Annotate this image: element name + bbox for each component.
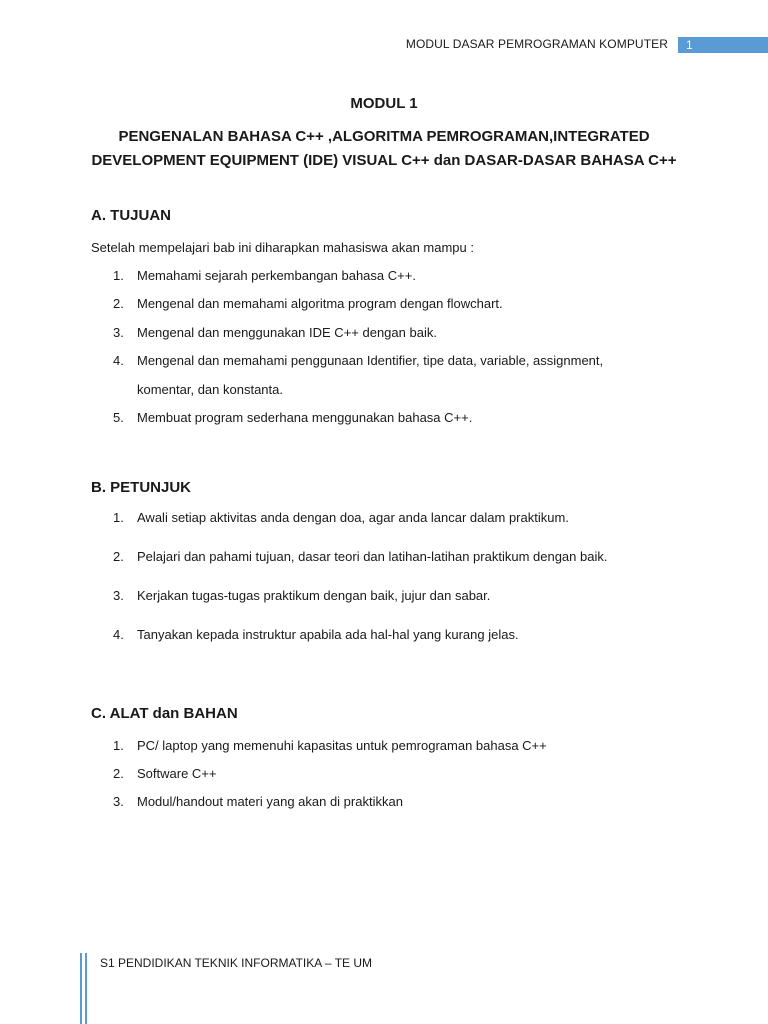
section-a-heading: A. TUJUAN	[91, 207, 172, 224]
header-title: MODUL DASAR PEMROGRAMAN KOMPUTER	[405, 37, 668, 51]
module-subtitle-line2: DEVELOPMENT EQUIPMENT (IDE) VISUAL C++ dan DASAR-DASAR BAHASA C++	[91, 152, 677, 169]
list-item-number: 1.	[113, 510, 124, 525]
list-item-text: PC/ laptop yang memenuhi kapasitas untuk pemrograman bahasa C++	[137, 738, 547, 753]
list-item-text: Tanyakan kepada instruktur apabila ada hal-hal yang kurang jelas.	[137, 627, 519, 642]
list-item-text: Software C++	[137, 766, 217, 781]
list-item-text: Kerjakan tugas-tugas praktikum dengan baik, jujur dan sabar.	[137, 588, 491, 603]
footer-text: S1 PENDIDIKAN TEKNIK INFORMATIKA – TE UM	[100, 956, 373, 970]
module-subtitle-line1: PENGENALAN BAHASA C++ ,ALGORITMA PEMROGRAMAN,INTEGRATED	[118, 128, 650, 145]
list-item-text: Awali setiap aktivitas anda dengan doa, agar anda lancar dalam praktikum.	[137, 510, 569, 525]
list-item-text: Mengenal dan memahami penggunaan Identifier, tipe data, variable, assignment,	[137, 353, 604, 368]
list-item-text: Pelajari dan pahami tujuan, dasar teori dan latihan-latihan praktikum dengan baik.	[137, 549, 608, 564]
section-a-intro: Setelah mempelajari bab ini diharapkan mahasiswa akan mampu :	[91, 240, 474, 255]
list-item-number: 2.	[113, 549, 124, 564]
page-header	[0, 37, 768, 55]
list-item-number: 3.	[113, 588, 124, 603]
module-title: MODUL 1	[350, 95, 418, 112]
list-item-text: Mengenal dan menggunakan IDE C++ dengan baik.	[137, 325, 437, 340]
list-item-text: komentar, dan konstanta.	[137, 382, 283, 397]
list-item-text: Memahami sejarah perkembangan bahasa C++.	[137, 268, 416, 283]
page-number-badge: 1	[678, 37, 768, 53]
list-item-text: Mengenal dan memahami algoritma program dengan flowchart.	[137, 296, 503, 311]
section-c-heading: C. ALAT dan BAHAN	[91, 705, 238, 722]
list-item-text: Membuat program sederhana menggunakan bahasa C++.	[137, 410, 473, 425]
list-item-number: 4.	[113, 627, 124, 642]
list-item-number: 4.	[113, 353, 124, 368]
list-item-number: 3.	[113, 325, 124, 340]
list-item-number: 2.	[113, 296, 124, 311]
list-item-number: 1.	[113, 268, 124, 283]
section-b-heading: B. PETUNJUK	[91, 479, 192, 496]
list-item-text: Modul/handout materi yang akan di praktikkan	[137, 794, 403, 809]
footer-accent-bar	[85, 953, 87, 1024]
list-item-number: 5.	[113, 410, 124, 425]
footer-accent-bar	[80, 953, 82, 1024]
list-item-number: 2.	[113, 766, 124, 781]
list-item-number: 1.	[113, 738, 124, 753]
list-item-number: 3.	[113, 794, 124, 809]
